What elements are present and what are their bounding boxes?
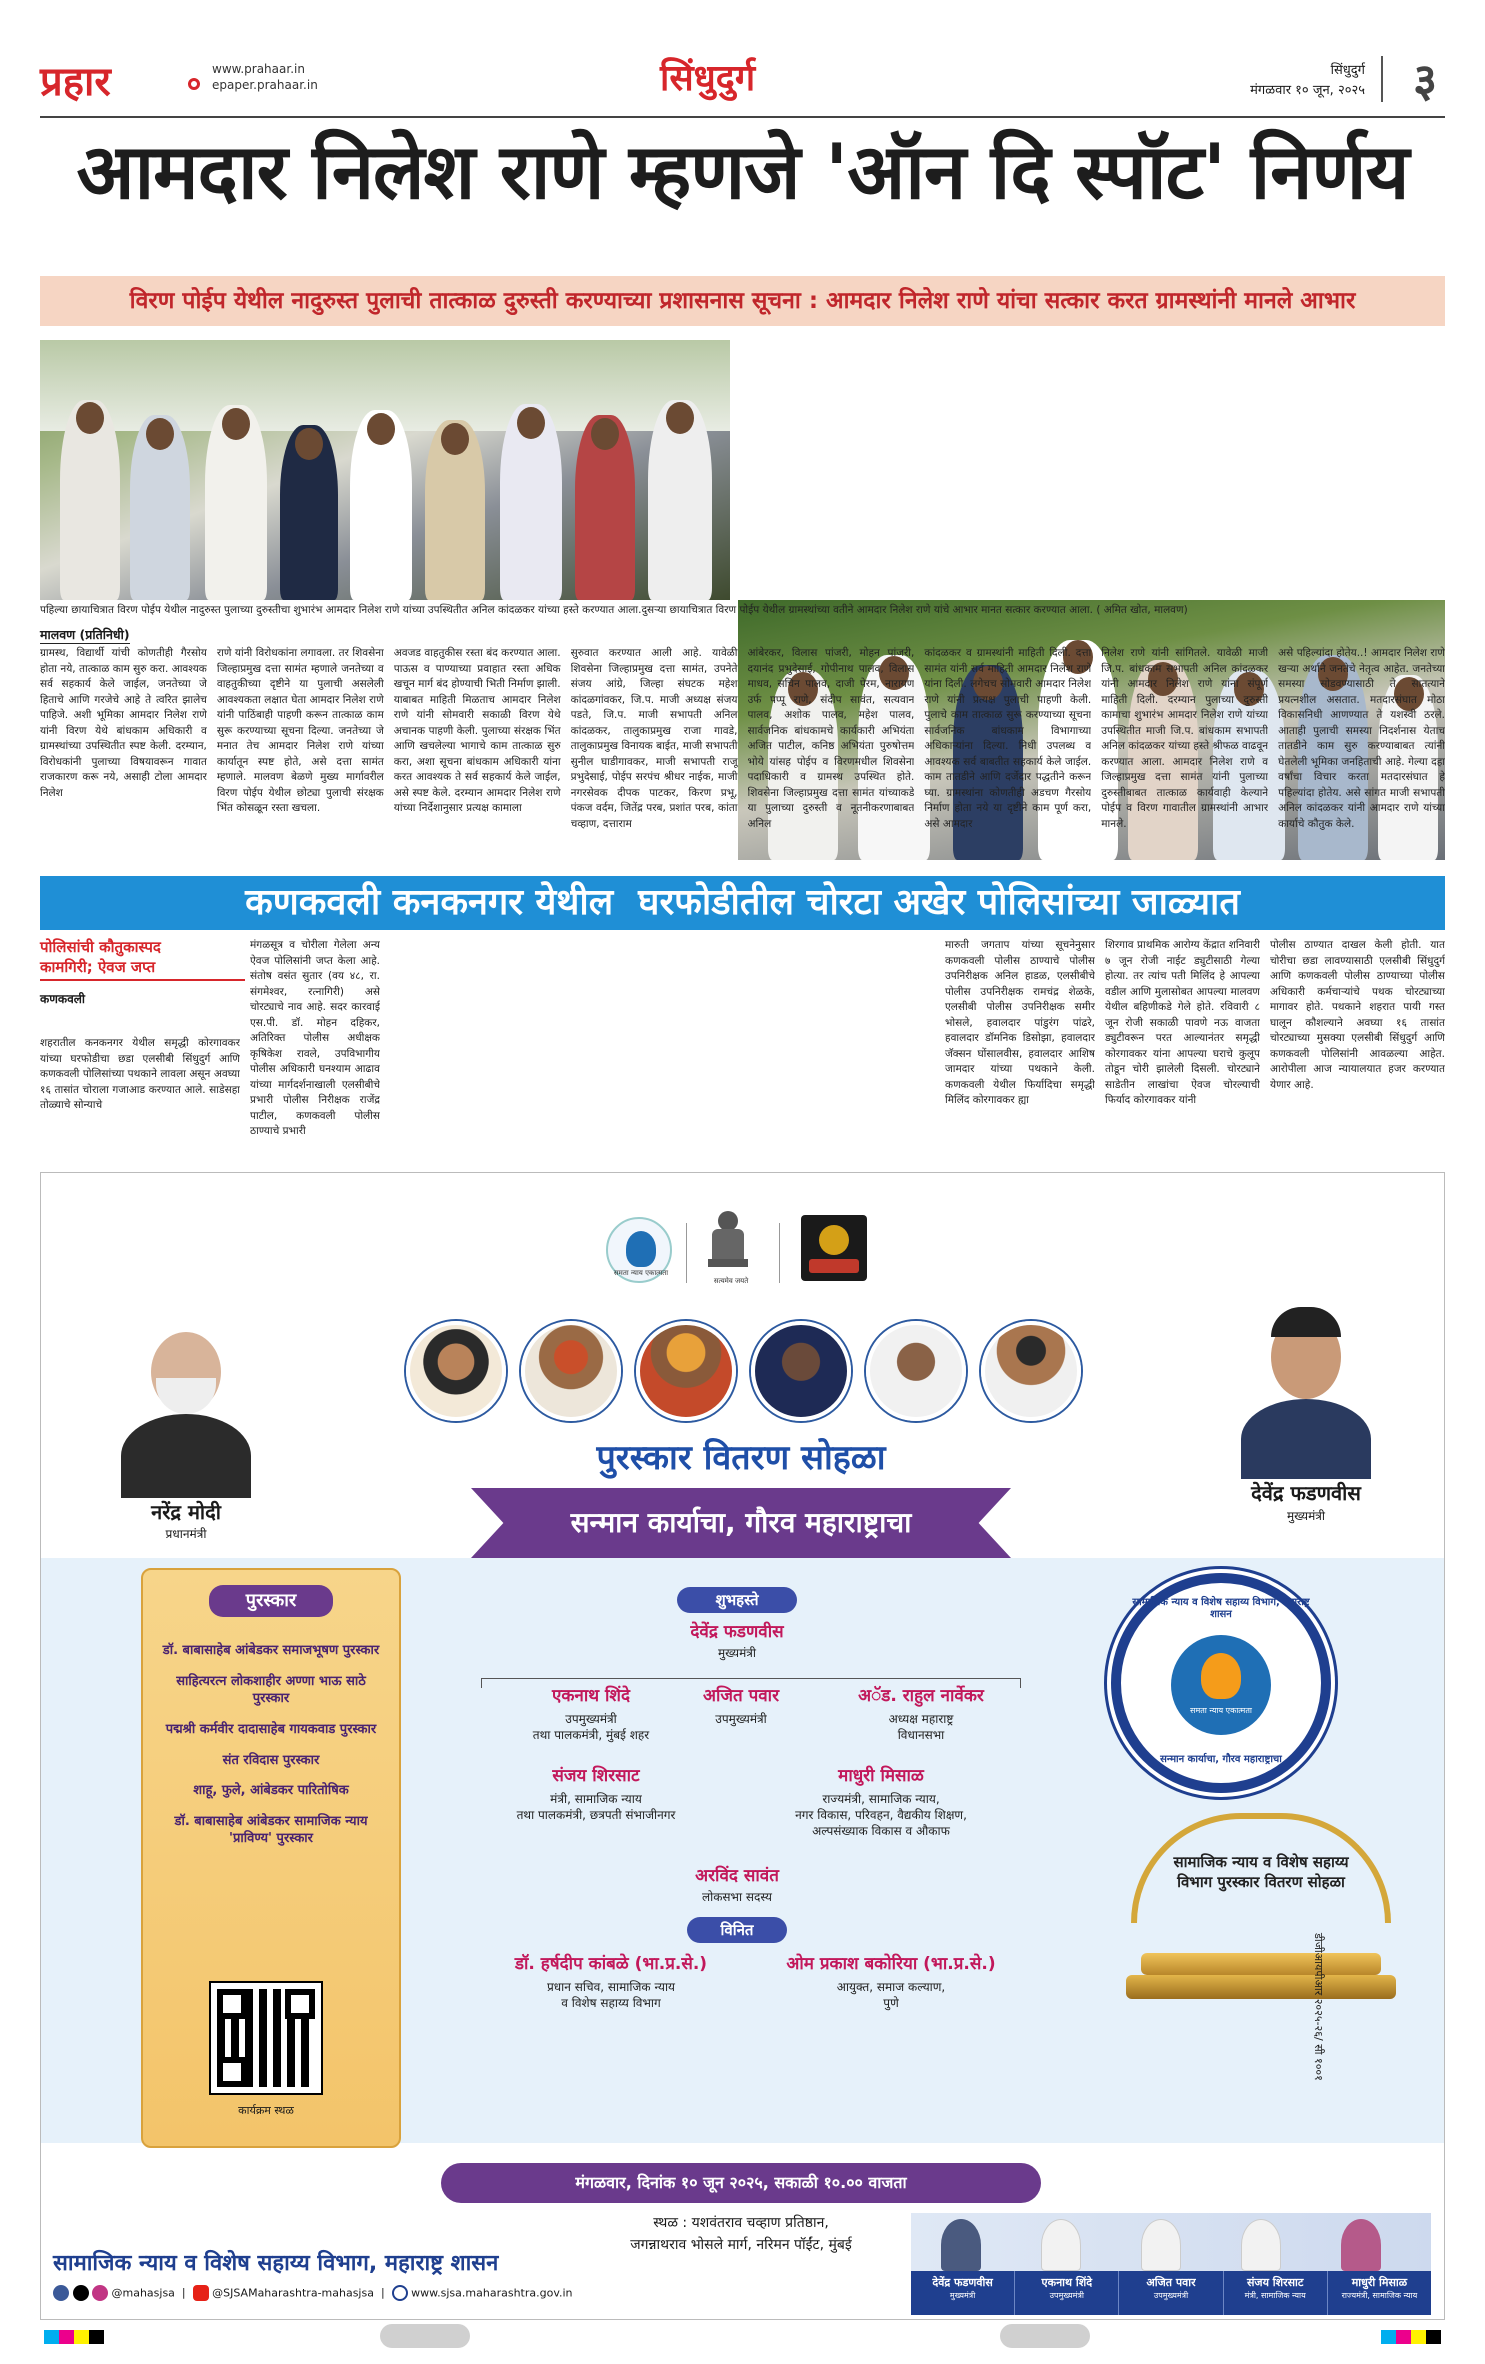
award-item: शाहू, फुले, आंबेडकर पारितोषिक xyxy=(193,1783,349,1799)
seal-ring-bottom: सन्मान कार्याचा, गौरव महाराष्ट्राचा xyxy=(1160,1754,1282,1765)
story2-kicker-line2: कामगिरी; ऐवज जप्त xyxy=(40,957,156,976)
lead-column: निलेश राणे यांनी सांगितले. यावेळी माजी जि.प. बांधकाम सभापती अनिल कांदळकर यांनी आमदार निलेश राणे यांना संपूर्ण माहिती दिली. दरम्यान पुलाच्या दुरुस्ती कामाचा शुभारंभ आमदार निलेश राणे यांच्या उपस्थितीत माजी जि.प. बांधकाम सभापती अनिल कांदळकर यांच्या हस्ते श्रीफळ वाढवून करण्यात आला. आमदार निलेश राणे व जिल्हाप्रमुख दत्ता सामंत यांनी पुलाच्या दुरुस्तीबाबत तात्काळ कार्यवाही केल्याने पोईप व विरण गावातील ग्रामस्थांनी आभार मानले. xyxy=(1101,647,1269,830)
portrait-ambedkar xyxy=(751,1321,851,1421)
prahaar-logo: प्रहार xyxy=(40,59,111,105)
cm-name: देवेंद्र फडणवीस xyxy=(1251,1481,1361,1505)
lead-column: सुरुवात करण्यात आली आहे. यावेळी शिवसेना जिल्हाप्रमुख दत्ता सामंत, उपनेते संजय आंग्रे, जिल्हा संघटक महेश कांदळगांवकर, जि.प. माजी अध्यक्ष संजय पडते, जि.प. माजी सभापती अनिल कांदळकर, तालुकाप्रमुख राजा गावडे, तालुकाप्रमुख विनायक बाईत, माजी सभापती सुनील घाडीगावकर, माजी सभापती राजू प्रभुदेसाई, पोईप सरपंच श्रीधर नाईक, माजी नगरसेवक दीपक पाटकर, किरण प्रभू, पंकज वर्दम, जितेंद्र परब, प्रशांत परब, कांता चव्हाण, दत्ताराम xyxy=(570,647,738,830)
samata-logo-caption: समता न्याय एकात्मता xyxy=(613,1269,669,1277)
award-item: डॉ. बाबासाहेब आंबेडकर समाजभूषण पुरस्कार xyxy=(162,1643,380,1658)
pm-photo xyxy=(111,1318,261,1498)
story2-headline: कणकवली कनकनगर येथील घरफोडीतील चोरटा अखेर पोलिसांच्या जाळ्यात xyxy=(245,882,1240,923)
seal-center-text: समता न्याय एकात्मता xyxy=(1190,1706,1252,1715)
portrait-ravidas xyxy=(406,1321,506,1421)
story2-column: मंगळसूत्र व चोरीला गेलेला अन्य ऐवज पोलिसांनी जप्त केला आहे. संतोष वसंत सुतार (वय ४८, रा. संगमेश्वर, रत्नागिरी) असे चोरट्याचे नाव आहे. सदर कारवाई एस.पी. डॉ. मोहन दहिकर, अतिरिक्त पोलीस अधीक्षक कृषिकेश रावले, उपविभागीय पोलीस अधिकारी घनश्याम आढाव यांच्या मार्गदर्शनाखाली एलसीबीचे प्रभारी पोलीस निरीक्षक राजेंद्र पाटील, कणकवली पोलीस ठाण्याचे प्रभारी xyxy=(250,939,380,1138)
footer-person-role: मंत्री, सामाजिक न्याय xyxy=(1244,2291,1306,2300)
mp-name: अरविंद सावंत xyxy=(695,1866,779,1886)
guest-role: उपमुख्यमंत्री तथा पालकमंत्री, मुंबई शहर xyxy=(532,1712,650,1743)
x-icon[interactable] xyxy=(73,2285,89,2301)
ad-box xyxy=(40,1172,1445,2320)
lead-byline: मालवण (प्रतिनिधी) xyxy=(40,627,130,642)
national-emblem-icon xyxy=(706,1211,750,1273)
cm-role: मुख्यमंत्री xyxy=(1286,1509,1326,1523)
footer-person-role: उपमुख्यमंत्री xyxy=(1049,2291,1084,2300)
masthead xyxy=(40,52,1445,122)
venue-line-1: स्थळ : यशवंतराव चव्हाण प्रतिष्ठान, xyxy=(653,2215,829,2231)
masthead-rule xyxy=(40,116,1445,118)
lead-column: असे पहिल्यांदा होतेय..! आमदार निलेश राणे खऱ्या अर्थाने जनतेचे नेतृत्व आहेत. जनतेच्या समस्या सोडवण्यासाठी ते सातत्याने प्रयत्नशील असतात. मतदारसंघात मोठा विकासनिधी आणण्यात ते यशस्वी ठरले. आताही पुलाची समस्या निदर्शनास येताच तातडीने काम सुरु करण्याबाबत त्यांनी घेतलेली भूमिका जनहिताची आहे. गेल्या दहा वर्षांचा विचार करता मतदारसंघात हे पहिल्यांदा होतेय. असे सांगत माजी सभापती अनिल कांदळकर यांनी आमदार राणे यांच्या कार्याचे कौतुक केले. xyxy=(1278,647,1445,830)
story2-kicker xyxy=(40,938,245,981)
footer-person-name: देवेंद्र फडणवीस xyxy=(932,2276,993,2289)
qr-caption: कार्यक्रम स्थळ xyxy=(238,2104,294,2117)
guest-name: संजय शिरसाट xyxy=(552,1766,640,1786)
registration-mark-center xyxy=(380,2324,470,2348)
lead-subhead: विरण पोईप येथील नादुरुस्त पुलाची तात्काळ दुरुस्ती करण्याच्या प्रशासनास सूचना : आमदार निलेश राणे यांचा सत्कार करत ग्रामस्थांनी मानले आभार xyxy=(40,276,1445,326)
guest-name: अॅड. राहुल नार्वेकर xyxy=(858,1686,984,1706)
lead-column: आंबेरकर, विलास पांजरी, मोहन पांजरी, दयानंद प्रभुदेसाई, गोपीनाथ पालव, विलास माधव, सचिन पालव, दाजी पेरम, नारायण उर्फ पप्पू राणे, संदीप सावंत, सत्यवान पालव, अशोक पालव, महेश पालव, सार्वजनिक बांधकामचे कार्यकारी अभियंता अजित पाटील, कनिष्ठ अभियंता पुरुषोत्तम भोये यांसह पोईप व विरणमधील शिवसेना पदाधिकारी व ग्रामस्थ उपस्थित होते. शिवसेना जिल्हाप्रमुख दत्ता सामंत यांच्याकडे या पुलाच्या दुरुस्ती व नूतनीकरणाबाबत अनिल xyxy=(747,647,915,830)
samata-logo xyxy=(606,1217,672,1283)
guest-role: मंत्री, सामाजिक न्याय तथा पालकमंत्री, छत्रपती संभाजीनगर xyxy=(516,1792,676,1823)
footer-person-role: उपमुख्यमंत्री xyxy=(1153,2291,1189,2300)
emblem-caption: सत्यमेव जयते xyxy=(713,1277,749,1285)
award-item: संत रविदास पुरस्कार xyxy=(222,1752,320,1768)
globe-icon xyxy=(392,2285,408,2301)
page-number: ३ xyxy=(1413,53,1437,107)
instagram-icon[interactable] xyxy=(92,2285,108,2301)
footer-people-photos xyxy=(911,2213,1431,2271)
award-item: साहित्यरत्न लोकशाहीर अण्णा भाऊ साठे पुरस्कार xyxy=(176,1673,366,1706)
portrait-gaikwad xyxy=(981,1321,1081,1421)
awards-heading: पुरस्कार xyxy=(209,1585,333,1617)
pm-name: नरेंद्र मोदी xyxy=(151,1500,221,1524)
event-title: पुरस्कार वितरण सोहळा xyxy=(596,1438,886,1478)
guest-bracket xyxy=(481,1678,1021,1688)
shubhaste-label: शुभहस्ते xyxy=(677,1587,797,1613)
footer-people xyxy=(911,2271,1431,2315)
award-item: डॉ. बाबासाहेब आंबेडकर सामाजिक न्याय 'प्राविण्य' पुरस्कार xyxy=(174,1814,368,1847)
story2-column: पोलीस ठाण्यात दाखल केली होती. यात चोरीचा छडा लावण्यासाठी एलसीबी सिंधुदुर्ग आणि कणकवली पोलीस ठाण्याच्या पोलीस अधिकारी कर्मचाऱ्यांचे पथक चोरट्याच्या मागावर होते. पथकाने शहरात पायी गस्त घालून कौशल्याने अवघ्या १६ तासांत चोरट्याच्या मुसक्या एलसीबी सिंधुदुर्ग आणि कणकवली पोलिसांनी आवळल्या आहेत. आरोपीला आज न्यायालयात हजर करण्यात येणार आहे. xyxy=(1270,939,1445,1091)
ad-logo-divider xyxy=(779,1223,780,1283)
portrait-shahu xyxy=(636,1321,736,1421)
guest-role: उपमुख्यमंत्री xyxy=(715,1712,767,1726)
guest-name: माधुरी मिसाळ xyxy=(838,1766,924,1786)
lead-body xyxy=(40,646,1445,868)
portrait-annabhau-sathe xyxy=(521,1321,621,1421)
website-link[interactable]: www.sjsa.maharashtra.gov.in xyxy=(411,2286,573,2300)
seal-ring-top: सामाजिक न्याय व विशेष सहाय्य विभाग, महाराष्ट्र शासन xyxy=(1132,1597,1310,1620)
portrait-phule xyxy=(866,1321,966,1421)
footer-person-name: अजित पवार xyxy=(1146,2276,1196,2289)
official-role: प्रधान सचिव, सामाजिक न्याय व विशेष सहाय्य विभाग xyxy=(546,1980,676,2011)
ad-logo-divider xyxy=(686,1223,687,1283)
epaper-link[interactable]: epaper.prahaar.in xyxy=(212,78,318,92)
footer-person-name: संजय शिरसाट xyxy=(1246,2276,1304,2289)
department-footer: सामाजिक न्याय व विशेष सहाय्य विभाग, महाराष्ट्र शासन xyxy=(53,2251,499,2276)
pm-role: प्रधानमंत्री xyxy=(165,1527,207,1541)
awards-list xyxy=(156,1643,386,1862)
award-item: पद्मश्री कर्मवीर दादासाहेब गायकवाड पुरस्कार xyxy=(165,1721,377,1737)
story2-column: मारुती जगताप यांच्या सूचनेनुसार कणकवली पोलीस ठाण्याचे पोलीस उपनिरीक्षक अनिल हाडळ, एलसीबीचे पोलीस उपनिरीक्षक रामचंद्र शेळके, एलसीबी पोलीस उपनिरीक्षक समीर भोसले, हवालदार पांडुरंग पांढरे, हवालदार डॉमनिक डिसोझा, हवालदार जॅक्सन घोंसालवीस, हवालदार आशिष जामदार यांच्या पथकाने केली. कणकवली येथील फिर्यादिचा समृद्धी मिलिंद कोरगावकर ह्या xyxy=(945,939,1095,1107)
chief-guest-name: देवेंद्र फडणवीस xyxy=(690,1622,784,1642)
registration-marks-right xyxy=(1381,2330,1441,2344)
facebook-icon[interactable] xyxy=(53,2285,69,2301)
hand-logo-icon xyxy=(626,1231,656,1267)
guest-role: अध्यक्ष महाराष्ट्र विधानसभा xyxy=(888,1712,954,1743)
youtube-icon[interactable] xyxy=(193,2285,209,2301)
registration-mark-center xyxy=(1000,2324,1090,2348)
guest-name: एकनाथ शिंदे xyxy=(551,1686,631,1706)
dgipr-code: डीजीआयपीआर २०२५-२६/ सी १००१ xyxy=(1312,1933,1325,2081)
seal-center xyxy=(1171,1635,1271,1735)
official-name: ओम प्रकाश बकोरिया (भा.प्र.से.) xyxy=(786,1954,996,1974)
lead-column: कांदळकर व ग्रामस्थांनी माहिती दिली. दत्ता सामंत यांनी सर्व माहिती आमदार निलेश राणे यांना दिली. लगेचच सोमवारी आमदार निलेश राणे यांनी प्रत्यक्ष पुलाची पाहणी केली. पुलाचे काम तात्काळ सुरू करण्याच्या सूचना सार्वजनिक बांधकाम विभागाच्या अधिकाऱ्यांना दिल्या. निधी उपलब्ध व आवश्यक सर्व बाबतीत सहकार्य केले जाईल. काम तातडीने आणि दर्जेदार पद्धतीने करून घ्या. ग्रामस्थांना कोणतीही अडचण गैरसोय निर्माण होता नये या दृष्टीने काम पूर्ण करा, असे आमदार xyxy=(924,647,1092,830)
vinit-label: विनित xyxy=(687,1917,787,1943)
story2-byline: कणकवली xyxy=(40,992,86,1006)
page-divider xyxy=(1381,56,1383,102)
department-seal xyxy=(1111,1573,1331,1793)
social-icons: @mahasjsa | @SJSAMaharashtra-mahasjsa | www.sjsa.maharashtra.gov.in xyxy=(53,2285,653,2305)
section-title: सिंधुदुर्ग xyxy=(660,58,756,99)
hand-logo-icon xyxy=(1201,1653,1241,1699)
official-name: डॉ. हर्षदीप कांबळे (भा.प्र.से.) xyxy=(514,1954,708,1974)
footer-person-name: माधुरी मिसाळ xyxy=(1351,2276,1408,2289)
story2-column: शिरगाव प्राथमिक आरोग्य केंद्रात शनिवारी ७ जून रोजी नाईट ड्युटीसाठी गेल्या होत्या. तर त्यांच पती मिलिंद हे आपल्या वडील आणि मुलासोबत आपल्या मालवण येथील बहिणीकडे गेले होते. रविवारी ८ जून रोजी सकाळी पावणे नऊ वाजता ड्युटीवरून परत आल्यानंतर समृद्धी कोरगावकर यांना आपल्या घराचे कुलूप तोडून चोरी झालेली दिसली. चोरट्याने साडेतीन लाखांचा ऐवज चोरल्याची फिर्याद कोरगावकर यांनी xyxy=(1105,939,1260,1107)
lead-column: अवजड वाहतुकीस रस्ता बंद करण्यात आला. पाऊस व पाण्याच्या प्रवाहात रस्ता अधिक खचून मार्ग बंद होण्याची भिती निर्माण झाली. याबाबत माहिती मिळताच आमदार निलेश राणे यांनी सोमवारी सकाळी विरण येथे अचानक पाहणी केली. पुलाच्या संरक्षक भिंत आणि खचलेल्या भागाचे काम तात्काळ सुरु करा, अशा सूचना बांधकाम अधिकारी यांना करत आवश्यक ते सर्व सहकार्य केले जाईल, असे स्पष्ट केले. दरम्यान आमदार निलेश राणे यांच्या निर्देशानुसार प्रत्यक्ष कामाला xyxy=(393,647,561,815)
dateline-place: सिंधुदुर्ग xyxy=(1330,63,1365,78)
cm-photo xyxy=(1231,1301,1381,1479)
lead-column: राणे यांनी विरोधकांना लगावला. तर शिवसेना जिल्हाप्रमुख दत्ता सामंत म्हणाले जनतेच्या व वाहतुकीच्या दृष्टीने या पुलाची असलेली आवश्यकता लक्षात घेता आमदार निलेश राणे यांनी पाठिंबाही पाहणी करून तात्काळ काम सुरू करण्याच्या सूचना दिल्या. जनतेच्या जे मनात तेच आमदार निलेश राणे यांच्या कार्यातून स्पष्ट होते, असे दत्ता सामंत म्हणाले. मालवण बेळणे मुख्य मार्गावरील विरण पोईप येथील छोट्या पुलाची संरक्षक भिंत कोसळून रस्ता खचला. xyxy=(216,647,384,815)
story2-column: शहरातील कनकनगर येथील समृद्धी कोरगावकर यांच्या घरफोडीचा छडा एलसीबी सिंधुदुर्ग आणि कणकवली पोलिसांच्या पथकाने लावला असून अवघ्या १६ तासांत चोराला गजाआड करण्यात आले. साडेसहा तोळ्याचे सोन्याचे xyxy=(40,1037,240,1112)
lead-photo-1 xyxy=(40,340,730,600)
mp-role: लोकसभा सदस्य xyxy=(701,1890,773,1904)
guest-name: अजित पवार xyxy=(702,1686,780,1706)
qr-code[interactable] xyxy=(211,1983,321,2093)
footer-person-role: मुख्यमंत्री xyxy=(949,2291,976,2300)
footer-person-role: राज्यमंत्री, सामाजिक न्याय xyxy=(1341,2291,1418,2300)
website-link[interactable]: www.prahaar.in xyxy=(212,62,305,76)
official-role: आयुक्त, समाज कल्याण, पुणे xyxy=(836,1980,946,2011)
lead-column: ग्रामस्थ, विद्यार्थी यांची कोणतीही गैरसोय होता नये, तात्काळ काम सुरु करा. आवश्यक सर्व सहकार्य केले जाईल, जनतेच्या जे हिताचे आणि गरजेचे आहे ते त्वरित झालेच पाहिजे. अशी भूमिका आमदार निलेश राणे यांनी विरण येथे बांधकाम अधिकारी व ग्रामस्थांच्या उपस्थितीत स्पष्ट केली. दरम्यान, विरोधकांनी पुलाच्या विषयावरून गावात राजकारण करू नये, असाही टोला आमदार निलेश xyxy=(40,647,207,799)
trophy-text: सामाजिक न्याय व विशेष सहाय्य विभाग पुरस्कार वितरण सोहळा xyxy=(1173,1853,1349,1891)
guest-role: राज्यमंत्री, सामाजिक न्याय, नगर विकास, परिवहन, वैद्यकीय शिक्षण, अल्पसंख्याक विकास व औकाफ xyxy=(795,1792,967,1839)
event-date: मंगळवार, दिनांक १० जून २०२५, सकाळी १०.०० वाजता xyxy=(575,2173,907,2192)
lead-headline: आमदार निलेश राणे म्हणजे 'ऑन दि स्पॉट' निर्णय xyxy=(76,127,1409,216)
story2-kicker-line1: पोलिसांची कौतुकास्पद xyxy=(40,938,161,956)
chief-guest-role: मुख्यमंत्री xyxy=(717,1646,757,1660)
lead-photo-caption: पहिल्या छायाचित्रात विरण पोईप येथील नादुरुस्त पुलाच्या दुरुस्तीचा शुभारंभ आमदार निलेश राणे यांच्या उपस्थितीत अनिल कांदळकर यांच्या हस्ते करण्यात आला.दुसऱ्या छायाचित्रात विरण पोईप येथील ग्रामस्थांच्या वतीने आमदार निलेश राणे यांचे आभार मानत सत्कार करण्यात आला. ( अमित खोत, मालवण) xyxy=(40,604,1188,616)
registration-marks-left xyxy=(44,2330,104,2344)
footer-person-name: एकनाथ शिंदे xyxy=(1041,2276,1093,2289)
tagline: सन्मान कार्याचा, गौरव महाराष्ट्राचा xyxy=(570,1506,912,1539)
social-handle-2[interactable]: @SJSAMaharashtra-mahasjsa xyxy=(212,2286,374,2300)
logo-pin-icon xyxy=(188,78,200,90)
trophy-graphic xyxy=(1131,1813,1391,2003)
venue-line-2: जगन्नाथराव भोसले मार्ग, नरिमन पॉईंट, मुंबई xyxy=(630,2237,852,2253)
dateline-date: मंगळवार १० जून, २०२५ xyxy=(1250,83,1365,98)
social-handle-1[interactable]: @mahasjsa xyxy=(111,2286,175,2300)
anniversary-logo-icon xyxy=(801,1215,867,1281)
